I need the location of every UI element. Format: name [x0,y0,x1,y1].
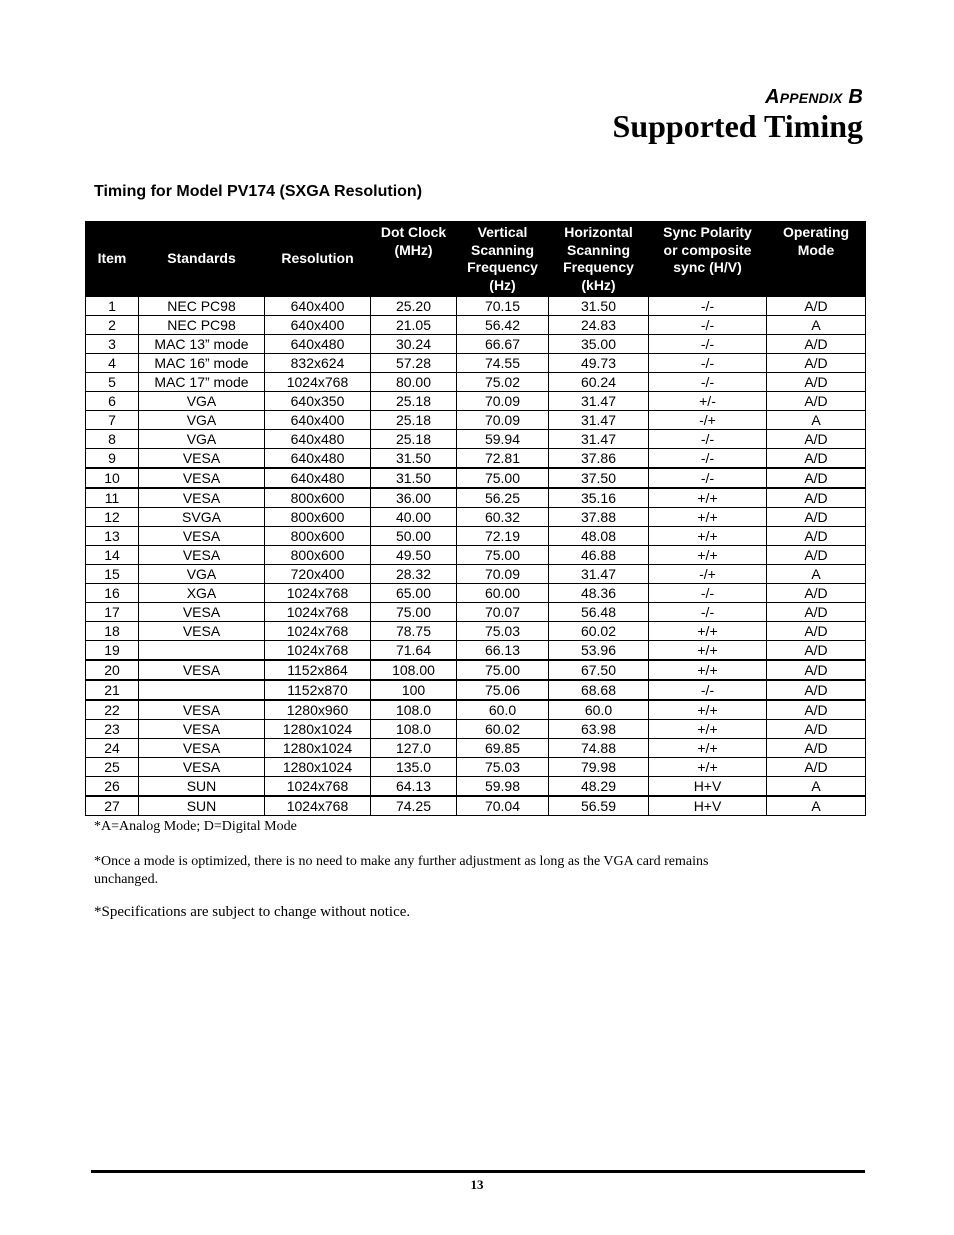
table-cell: 75.02 [457,373,549,392]
table-cell: 48.29 [549,777,649,797]
table-cell: 108.0 [371,720,457,739]
table-cell: 57.28 [371,354,457,373]
column-header: Item [86,222,139,297]
table-cell: A [767,316,866,335]
table-cell: A/D [767,335,866,354]
table-cell: 15 [86,565,139,584]
table-row [86,777,866,797]
table-cell: 1024x768 [265,584,371,603]
table-cell: 1152x870 [265,680,371,700]
table-cell: 75.00 [457,468,549,488]
table-cell: A/D [767,660,866,680]
table-cell: MAC 17” mode [139,373,265,392]
table-cell: +/+ [649,488,767,508]
table-cell: 60.02 [549,622,649,641]
table-cell: A/D [767,527,866,546]
mode-legend-note: *A=Analog Mode; D=Digital Mode [94,819,297,834]
table-row [86,335,866,354]
table-cell: A/D [767,508,866,527]
table-cell: VESA [139,546,265,565]
table-cell: 18 [86,622,139,641]
table-row [86,527,866,546]
table-cell: +/+ [649,622,767,641]
table-cell: 720x400 [265,565,371,584]
table-cell: 56.42 [457,316,549,335]
table-row [86,622,866,641]
table-cell: VESA [139,720,265,739]
table-cell: 4 [86,354,139,373]
table-cell: VESA [139,700,265,720]
table-cell: 49.73 [549,354,649,373]
table-cell: 60.0 [549,700,649,720]
table-cell: 75.03 [457,758,549,777]
table-cell: 5 [86,373,139,392]
table-cell: -/- [649,449,767,469]
table-cell: 68.68 [549,680,649,700]
table-row [86,449,866,469]
table-cell: 3 [86,335,139,354]
appendix-letter: B [842,86,863,108]
table-cell: 13 [86,527,139,546]
table-cell: VGA [139,430,265,449]
table-cell: 25.20 [371,297,457,316]
table-cell: 24 [86,739,139,758]
table-cell: 70.09 [457,565,549,584]
table-cell: XGA [139,584,265,603]
table-cell: 10 [86,468,139,488]
table-cell: A [767,777,866,797]
table-cell: 21.05 [371,316,457,335]
table-cell: -/- [649,335,767,354]
table-row [86,565,866,584]
table-cell: VESA [139,468,265,488]
table-cell: A/D [767,392,866,411]
table-cell: VESA [139,758,265,777]
table-cell: 800x600 [265,488,371,508]
table-cell: A/D [767,546,866,565]
table-cell: VGA [139,392,265,411]
table-cell: VESA [139,527,265,546]
table-cell: 1024x768 [265,777,371,797]
table-cell: 75.00 [371,603,457,622]
table-cell: 31.50 [371,449,457,469]
table-cell: -/+ [649,565,767,584]
table-cell: 1024x768 [265,622,371,641]
table-row [86,739,866,758]
table-cell: 7 [86,411,139,430]
table-cell: SUN [139,796,265,816]
table-cell: A/D [767,700,866,720]
table-row [86,297,866,316]
table-cell: 1280x1024 [265,739,371,758]
table-cell: 49.50 [371,546,457,565]
table-cell: +/+ [649,700,767,720]
table-cell: 60.0 [457,700,549,720]
table-cell: 63.98 [549,720,649,739]
table-cell: 37.86 [549,449,649,469]
table-cell: 56.25 [457,488,549,508]
table-cell: 1024x768 [265,603,371,622]
table-cell: -/- [649,297,767,316]
table-cell: 31.47 [549,430,649,449]
table-row [86,316,866,335]
table-row [86,758,866,777]
table-cell: 20 [86,660,139,680]
table-cell: 640x400 [265,316,371,335]
table-cell: 60.00 [457,584,549,603]
optimization-note: *Once a mode is optimized, there is no need to make any further adjustment as long as the VGA card remains unchanged. [94,854,709,887]
table-cell: 1024x768 [265,373,371,392]
table-cell: 12 [86,508,139,527]
table-cell [139,641,265,661]
table-cell: 60.32 [457,508,549,527]
table-cell: 1 [86,297,139,316]
table-cell: 22 [86,700,139,720]
table-cell: 48.08 [549,527,649,546]
table-cell: 1280x1024 [265,720,371,739]
column-header: Resolution [265,222,371,297]
table-cell: VESA [139,449,265,469]
table-cell: +/+ [649,508,767,527]
table-cell: VGA [139,565,265,584]
table-row [86,796,866,816]
table-header-row [86,222,866,297]
table-cell: 640x400 [265,297,371,316]
table-row [86,660,866,680]
table-row [86,680,866,700]
table-cell: 23 [86,720,139,739]
table-cell: 40.00 [371,508,457,527]
table-cell: A/D [767,720,866,739]
table-cell: A/D [767,354,866,373]
table-cell: 74.25 [371,796,457,816]
table-cell: 35.16 [549,488,649,508]
table-cell: -/- [649,373,767,392]
table-cell: -/- [649,680,767,700]
footer-divider [91,1170,865,1173]
table-cell: 832x624 [265,354,371,373]
section-title: Timing for Model PV174 (SXGA Resolution) [94,183,423,200]
table-cell: 56.48 [549,603,649,622]
table-cell: 70.04 [457,796,549,816]
table-cell: 37.88 [549,508,649,527]
table-cell: 56.59 [549,796,649,816]
table-cell: VESA [139,622,265,641]
column-header: Standards [139,222,265,297]
table-cell: A/D [767,603,866,622]
table-cell: 25.18 [371,392,457,411]
table-cell: MAC 13” mode [139,335,265,354]
table-cell: -/- [649,603,767,622]
table-cell: 31.50 [371,468,457,488]
table-cell: SVGA [139,508,265,527]
table-row [86,392,866,411]
table-cell: 1280x960 [265,700,371,720]
table-cell: A/D [767,680,866,700]
table-cell: 74.55 [457,354,549,373]
table-cell: A/D [767,739,866,758]
table-cell: 74.88 [549,739,649,758]
table-cell: A [767,796,866,816]
table-cell: 70.07 [457,603,549,622]
table-row [86,488,866,508]
table-cell: +/+ [649,739,767,758]
table-cell: 70.09 [457,392,549,411]
table-cell: 72.81 [457,449,549,469]
table-row [86,411,866,430]
table-cell: 30.24 [371,335,457,354]
table-cell: 135.0 [371,758,457,777]
table-cell: 64.13 [371,777,457,797]
table-row [86,468,866,488]
column-header: Horizontal Scanning Frequency (kHz) [549,222,649,297]
table-cell: 26 [86,777,139,797]
table-cell: A [767,565,866,584]
column-header: Sync Polarity or composite sync (H/V) [649,222,767,297]
table-cell: 48.36 [549,584,649,603]
table-row [86,720,866,739]
table-cell: A/D [767,449,866,469]
table-cell: 66.67 [457,335,549,354]
table-cell: 640x400 [265,411,371,430]
timing-table [85,221,866,816]
table-cell: 70.09 [457,411,549,430]
table-cell: 640x350 [265,392,371,411]
column-header: Dot Clock (MHz) [371,222,457,297]
table-cell: SUN [139,777,265,797]
table-cell: 100 [371,680,457,700]
table-cell: 28.32 [371,565,457,584]
table-cell: 800x600 [265,508,371,527]
table-cell: 27 [86,796,139,816]
table-cell: 65.00 [371,584,457,603]
table-cell: 108.0 [371,700,457,720]
table-cell: 25 [86,758,139,777]
table-cell: H+V [649,796,767,816]
table-cell: 70.15 [457,297,549,316]
table-cell: VESA [139,603,265,622]
table-cell: 800x600 [265,527,371,546]
table-cell: VESA [139,660,265,680]
table-cell: 46.88 [549,546,649,565]
table-cell: +/+ [649,527,767,546]
table-cell: 25.18 [371,430,457,449]
table-cell: -/- [649,354,767,373]
table-cell: 35.00 [549,335,649,354]
column-header: Vertical Scanning Frequency (Hz) [457,222,549,297]
table-cell: 59.94 [457,430,549,449]
table-cell: 31.47 [549,565,649,584]
table-cell: 50.00 [371,527,457,546]
table-cell: 800x600 [265,546,371,565]
table-cell: 640x480 [265,468,371,488]
table-cell: 53.96 [549,641,649,661]
table-cell: 75.03 [457,622,549,641]
table-cell: -/- [649,468,767,488]
table-cell: VESA [139,488,265,508]
timing-table-body [86,297,866,816]
table-row [86,546,866,565]
table-cell: 66.13 [457,641,549,661]
table-cell: 31.50 [549,297,649,316]
table-cell: 69.85 [457,739,549,758]
table-cell: +/+ [649,546,767,565]
table-cell: 75.06 [457,680,549,700]
table-cell: A/D [767,641,866,661]
table-cell: 80.00 [371,373,457,392]
table-cell: 14 [86,546,139,565]
table-row [86,603,866,622]
appendix-label [765,86,863,109]
table-cell: 25.18 [371,411,457,430]
table-cell: NEC PC98 [139,297,265,316]
table-cell: +/+ [649,758,767,777]
table-cell: 640x480 [265,449,371,469]
table-cell: 72.19 [457,527,549,546]
table-cell: 1024x768 [265,641,371,661]
column-header: Operating Mode [767,222,866,297]
table-cell: 60.02 [457,720,549,739]
table-cell: 11 [86,488,139,508]
table-cell: VESA [139,739,265,758]
table-cell: A/D [767,622,866,641]
table-cell: 37.50 [549,468,649,488]
table-cell: 2 [86,316,139,335]
table-cell: 8 [86,430,139,449]
table-cell: 75.00 [457,546,549,565]
table-cell: 78.75 [371,622,457,641]
table-cell: A/D [767,297,866,316]
table-cell: NEC PC98 [139,316,265,335]
table-row [86,373,866,392]
table-cell: A/D [767,758,866,777]
table-cell: 21 [86,680,139,700]
table-cell: A/D [767,584,866,603]
table-cell: +/- [649,392,767,411]
table-cell: MAC 16” mode [139,354,265,373]
table-cell: +/+ [649,641,767,661]
table-cell: 19 [86,641,139,661]
table-cell: A/D [767,468,866,488]
table-cell: 79.98 [549,758,649,777]
table-cell: -/- [649,316,767,335]
specifications-note: *Specifications are subject to change without notice. [94,904,411,920]
table-cell: A [767,411,866,430]
appendix-cap: A [765,86,780,108]
table-cell: 75.00 [457,660,549,680]
table-cell: 1152x864 [265,660,371,680]
table-cell: 17 [86,603,139,622]
table-row [86,354,866,373]
table-row [86,584,866,603]
table-cell: 108.00 [371,660,457,680]
table-cell: 1024x768 [265,796,371,816]
table-cell: 60.24 [549,373,649,392]
table-cell: VGA [139,411,265,430]
table-cell [139,680,265,700]
page-number: 13 [470,1177,484,1192]
table-cell: -/- [649,584,767,603]
table-row [86,508,866,527]
table-cell: 1280x1024 [265,758,371,777]
appendix-small-caps: PPENDIX [779,90,843,106]
table-cell: 31.47 [549,392,649,411]
table-cell: 6 [86,392,139,411]
table-cell: 71.64 [371,641,457,661]
table-cell: A/D [767,488,866,508]
table-cell: +/+ [649,720,767,739]
table-cell: -/+ [649,411,767,430]
table-cell: 59.98 [457,777,549,797]
table-row [86,430,866,449]
page-title: Supported Timing [612,108,863,144]
table-cell: A/D [767,373,866,392]
table-cell: 640x480 [265,335,371,354]
table-cell: A/D [767,430,866,449]
table-cell: 24.83 [549,316,649,335]
table-cell: -/- [649,430,767,449]
table-cell: +/+ [649,660,767,680]
table-cell: 640x480 [265,430,371,449]
table-cell: 16 [86,584,139,603]
table-cell: 67.50 [549,660,649,680]
table-cell: H+V [649,777,767,797]
table-row [86,700,866,720]
table-cell: 31.47 [549,411,649,430]
table-row [86,641,866,661]
table-cell: 36.00 [371,488,457,508]
table-cell: 9 [86,449,139,469]
table-cell: 127.0 [371,739,457,758]
